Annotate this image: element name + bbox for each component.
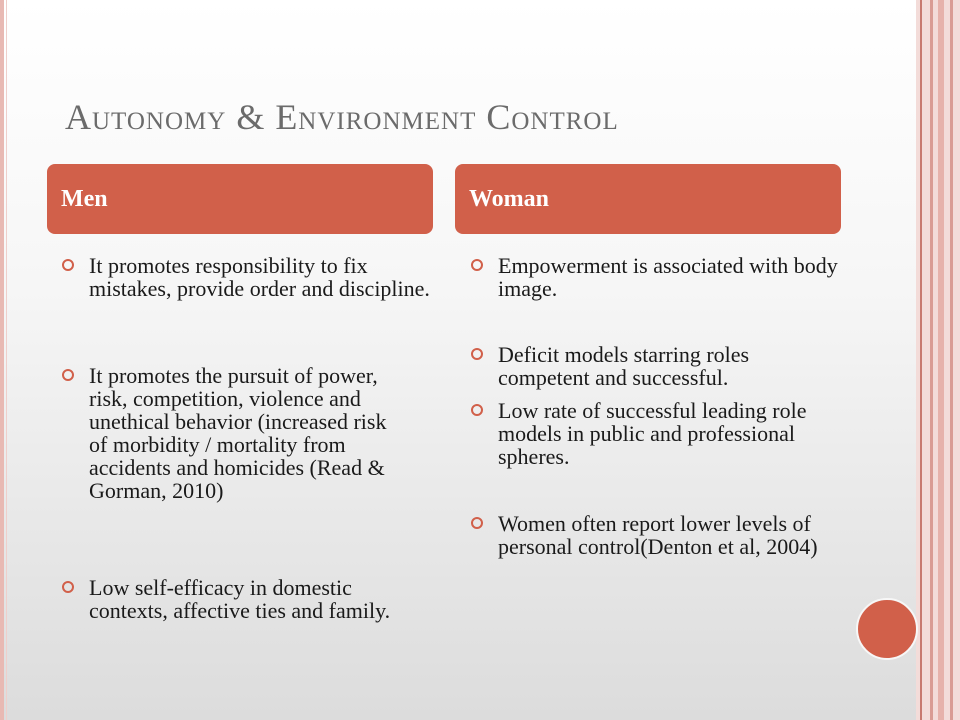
bullet-circle-icon	[62, 369, 74, 381]
bullet-text: It promotes the pursuit of power, risk, competition, violence and unethical behavior (increased risk of morbidity / mortality from accidents and homicides (Read & Gorman, 2010)	[89, 363, 387, 503]
column-header-men-label: Men	[61, 185, 108, 212]
right-decorative-line	[920, 0, 922, 720]
bullet-text: Empowerment is associated with body image.	[498, 253, 838, 301]
bullet-circle-icon	[62, 581, 74, 593]
bullet-text: Deficit models starring roles competent and successful.	[498, 342, 750, 390]
bullet-circle-icon	[471, 404, 483, 416]
right-decorative-line	[930, 0, 933, 720]
bullet-circle-icon	[471, 517, 483, 529]
right-decorative-line	[938, 0, 944, 720]
right-decorative-line	[950, 0, 953, 720]
bullet-text: Low rate of successful leading role models in public and professional spheres.	[498, 398, 807, 469]
decorative-circle	[856, 598, 918, 660]
bullet-text: Low self-efficacy in domestic contexts, affective ties and family.	[89, 575, 391, 623]
bullet-circle-icon	[471, 348, 483, 360]
left-decorative-stripe-thin	[6, 0, 7, 720]
column-header-woman-label: Woman	[469, 185, 550, 212]
column-header-men	[47, 164, 433, 234]
column-header-woman	[455, 164, 841, 234]
left-decorative-stripe	[0, 0, 4, 720]
bullet-circle-icon	[471, 259, 483, 271]
bullet-text: Women often report lower levels of personal control(Denton et al, 2004)	[498, 511, 818, 559]
bullet-circle-icon	[62, 259, 74, 271]
slide-title: Autonomy & Environment Control	[65, 97, 619, 137]
bullet-text: It promotes responsibility to fix mistakes, provide order and discipline.	[89, 253, 430, 301]
